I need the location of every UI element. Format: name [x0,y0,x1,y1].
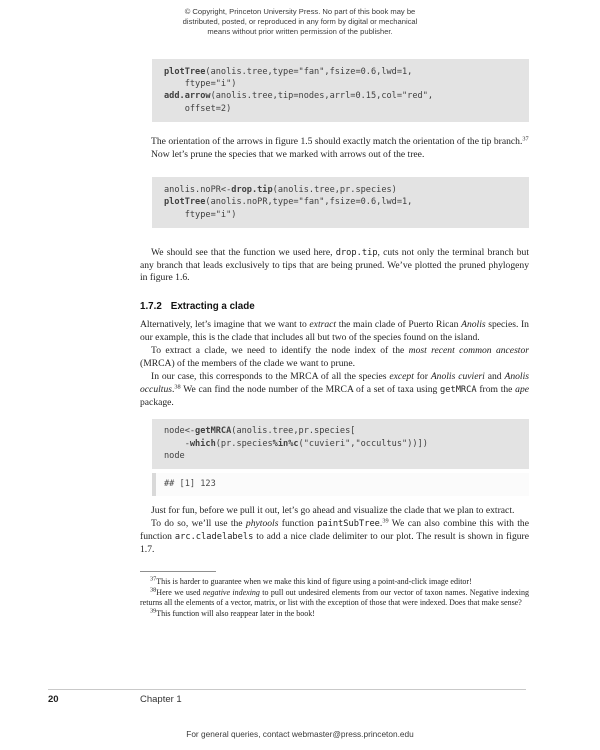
text-segment: phytools [245,518,279,530]
footnote-separator-rule [140,571,216,572]
code-line [164,450,523,462]
text-segment: 39 [382,517,389,525]
text-segment: (anolis.tree,type="fan",fsize=0.6,lwd=1, [205,66,413,77]
text-segment: which [189,438,216,449]
code-output-line: ## [1] 123 [164,479,216,490]
paragraph-prune-intro [140,149,529,162]
text-segment: except [389,371,414,382]
text-segment: arc.cladelabels [174,532,254,543]
main-text-column [140,59,529,619]
text-segment: to pull out undesired elements from our vector of taxon names. Negative indexing returns all the elements of a vector, matrix, or list with the exception of those that were indexed. Does that make sense? [140,587,529,608]
text-segment: most recent common ancestor [408,345,529,357]
text-segment: getMRCA [440,384,477,395]
text-segment: Just for fun, before we pull it out, let’s go ahead and visualize the clade that we plan to extract. [151,505,515,517]
text-segment: plotTree [164,66,206,77]
text-segment: - [164,438,190,449]
text-segment: drop.tip [335,247,378,258]
text-segment: 37 [522,135,529,143]
text-segment: plotTree [164,197,206,208]
text-segment: 38 [174,383,181,391]
text-segment: function [278,518,318,530]
text-segment: node<- [164,426,196,437]
footnote-38 [140,588,529,609]
text-segment: ape [515,383,529,395]
text-segment: (MRCA) of the members of the clade we want to prune. [140,358,355,370]
copyright-line-2: distributed, posted, or reproduced in any form by digital or mechanical [182,17,418,27]
paragraph-just-for-fun [140,505,529,518]
contact-line: For general queries, contact webmaster@press.princeton.edu [186,729,414,739]
text-segment: for [413,371,431,382]
text-segment: , cuts not only the terminal branch but any branch that leads exclusively to tips that are being pruned. We’ve plotted the pruned phylogeny in figure 1.6. [140,246,529,284]
text-segment: In our case, this corresponds to the MRCA of all the species [151,371,390,382]
section-number: 1.7.2 [140,301,162,313]
text-segment: Alternatively, let’s imagine that we want to [140,319,310,331]
code-line [164,438,523,450]
text-segment: This function will also reappear later in the book! [156,608,315,618]
text-segment: To extract a clade, we need to identify the node index of the [151,345,409,357]
text-segment: ("cuvieri","occultus"))]) [298,438,428,449]
text-segment: the main clade of Puerto Rican [336,319,462,331]
paragraph-alternatively [140,319,529,345]
footer-rule [48,689,526,690]
code-line [164,103,523,115]
text-segment: Anolis occultus [140,371,529,395]
code-output-block [152,473,529,496]
text-segment: paintSubTree [317,519,380,530]
page-number: 20 [48,694,59,705]
text-segment: (anolis.noPR,type="fan",fsize=0.6,lwd=1, [205,197,413,208]
text-segment: To do so, we’ll use the [151,518,246,530]
copyright-line-3: means without prior written permission of the publisher. [207,27,393,37]
text-segment: (anolis.tree,pr.species) [272,184,397,195]
text-segment: drop.tip [231,184,273,195]
text-segment: add.arrow [164,91,211,102]
code-line [164,196,523,208]
text-segment: Here we used [156,587,203,597]
code-line [164,184,523,196]
text-segment: 37 [150,575,157,583]
text-segment: from the [476,383,516,395]
text-segment: offset=2) [164,103,232,114]
paragraph-to-do-so [140,518,529,557]
text-segment: to add a nice clade delimiter to our plot. The result is shown in figure 1.7. [140,531,529,556]
text-segment: (pr.species [215,438,273,449]
text-segment: We can also combine this with the function [140,518,529,543]
text-segment: package. [140,396,174,408]
text-segment: The orientation of the arrows in figure 1.5 should exactly match the orientation of the tip branch. [151,135,523,147]
paragraph-drop-tip-explain [140,247,529,286]
text-segment: ftype="i") [164,78,237,89]
text-segment: %in%c [272,438,299,449]
code-block-drop-tip [152,177,529,227]
text-segment: (anolis.tree,tip=nodes,arrl=0.15,col="red", [210,91,434,102]
chapter-label: Chapter 1 [140,694,182,705]
code-line [164,425,523,437]
text-segment: . [379,518,383,530]
text-segment: Anolis [461,319,486,331]
text-segment: getMRCA [195,426,232,437]
paragraph-to-extract [140,345,529,371]
text-segment: 39 [150,607,157,615]
code-line [164,209,523,221]
text-segment: Anolis cuvieri [430,371,485,382]
text-segment: 38 [150,586,157,594]
section-heading [140,300,529,313]
code-block-getmrca [152,419,529,469]
code-line [164,66,523,78]
text-segment: ftype="i") [164,209,237,220]
text-segment: species. In our example, this is the clade that includes all but two of the species found on the island. [140,319,529,344]
text-segment: . [171,383,175,395]
text-segment: We should see that the function we used here, [151,246,336,258]
text-segment: (anolis.tree,pr.species[ [231,426,356,437]
copyright-notice [0,7,600,38]
text-segment: We can find the node number of the MRCA of a set of taxa using [180,383,440,395]
section-title: Extracting a clade [170,301,255,313]
code-line [164,78,523,90]
text-segment: extract [309,319,337,331]
text-segment: Now let’s prune the species that we marked with arrows out of the tree. [151,148,425,160]
text-segment: negative indexing [202,587,260,597]
paragraph-arrow-orientation [140,136,529,149]
footnote-37 [140,577,529,588]
paragraph-in-our-case [140,371,529,410]
code-line [164,90,523,102]
text-segment: node [164,451,185,462]
footnotes [140,577,529,619]
footnote-39 [140,609,529,620]
text-segment: anolis.noPR<- [164,184,232,195]
text-segment: This is harder to guarantee when we make this kind of figure using a point-and-click image editor! [156,576,472,586]
text-segment: and [484,371,505,382]
copyright-line-1: © Copyright, Princeton University Press. No part of this book may be [184,7,416,16]
code-block-plot-arrows [152,59,529,122]
